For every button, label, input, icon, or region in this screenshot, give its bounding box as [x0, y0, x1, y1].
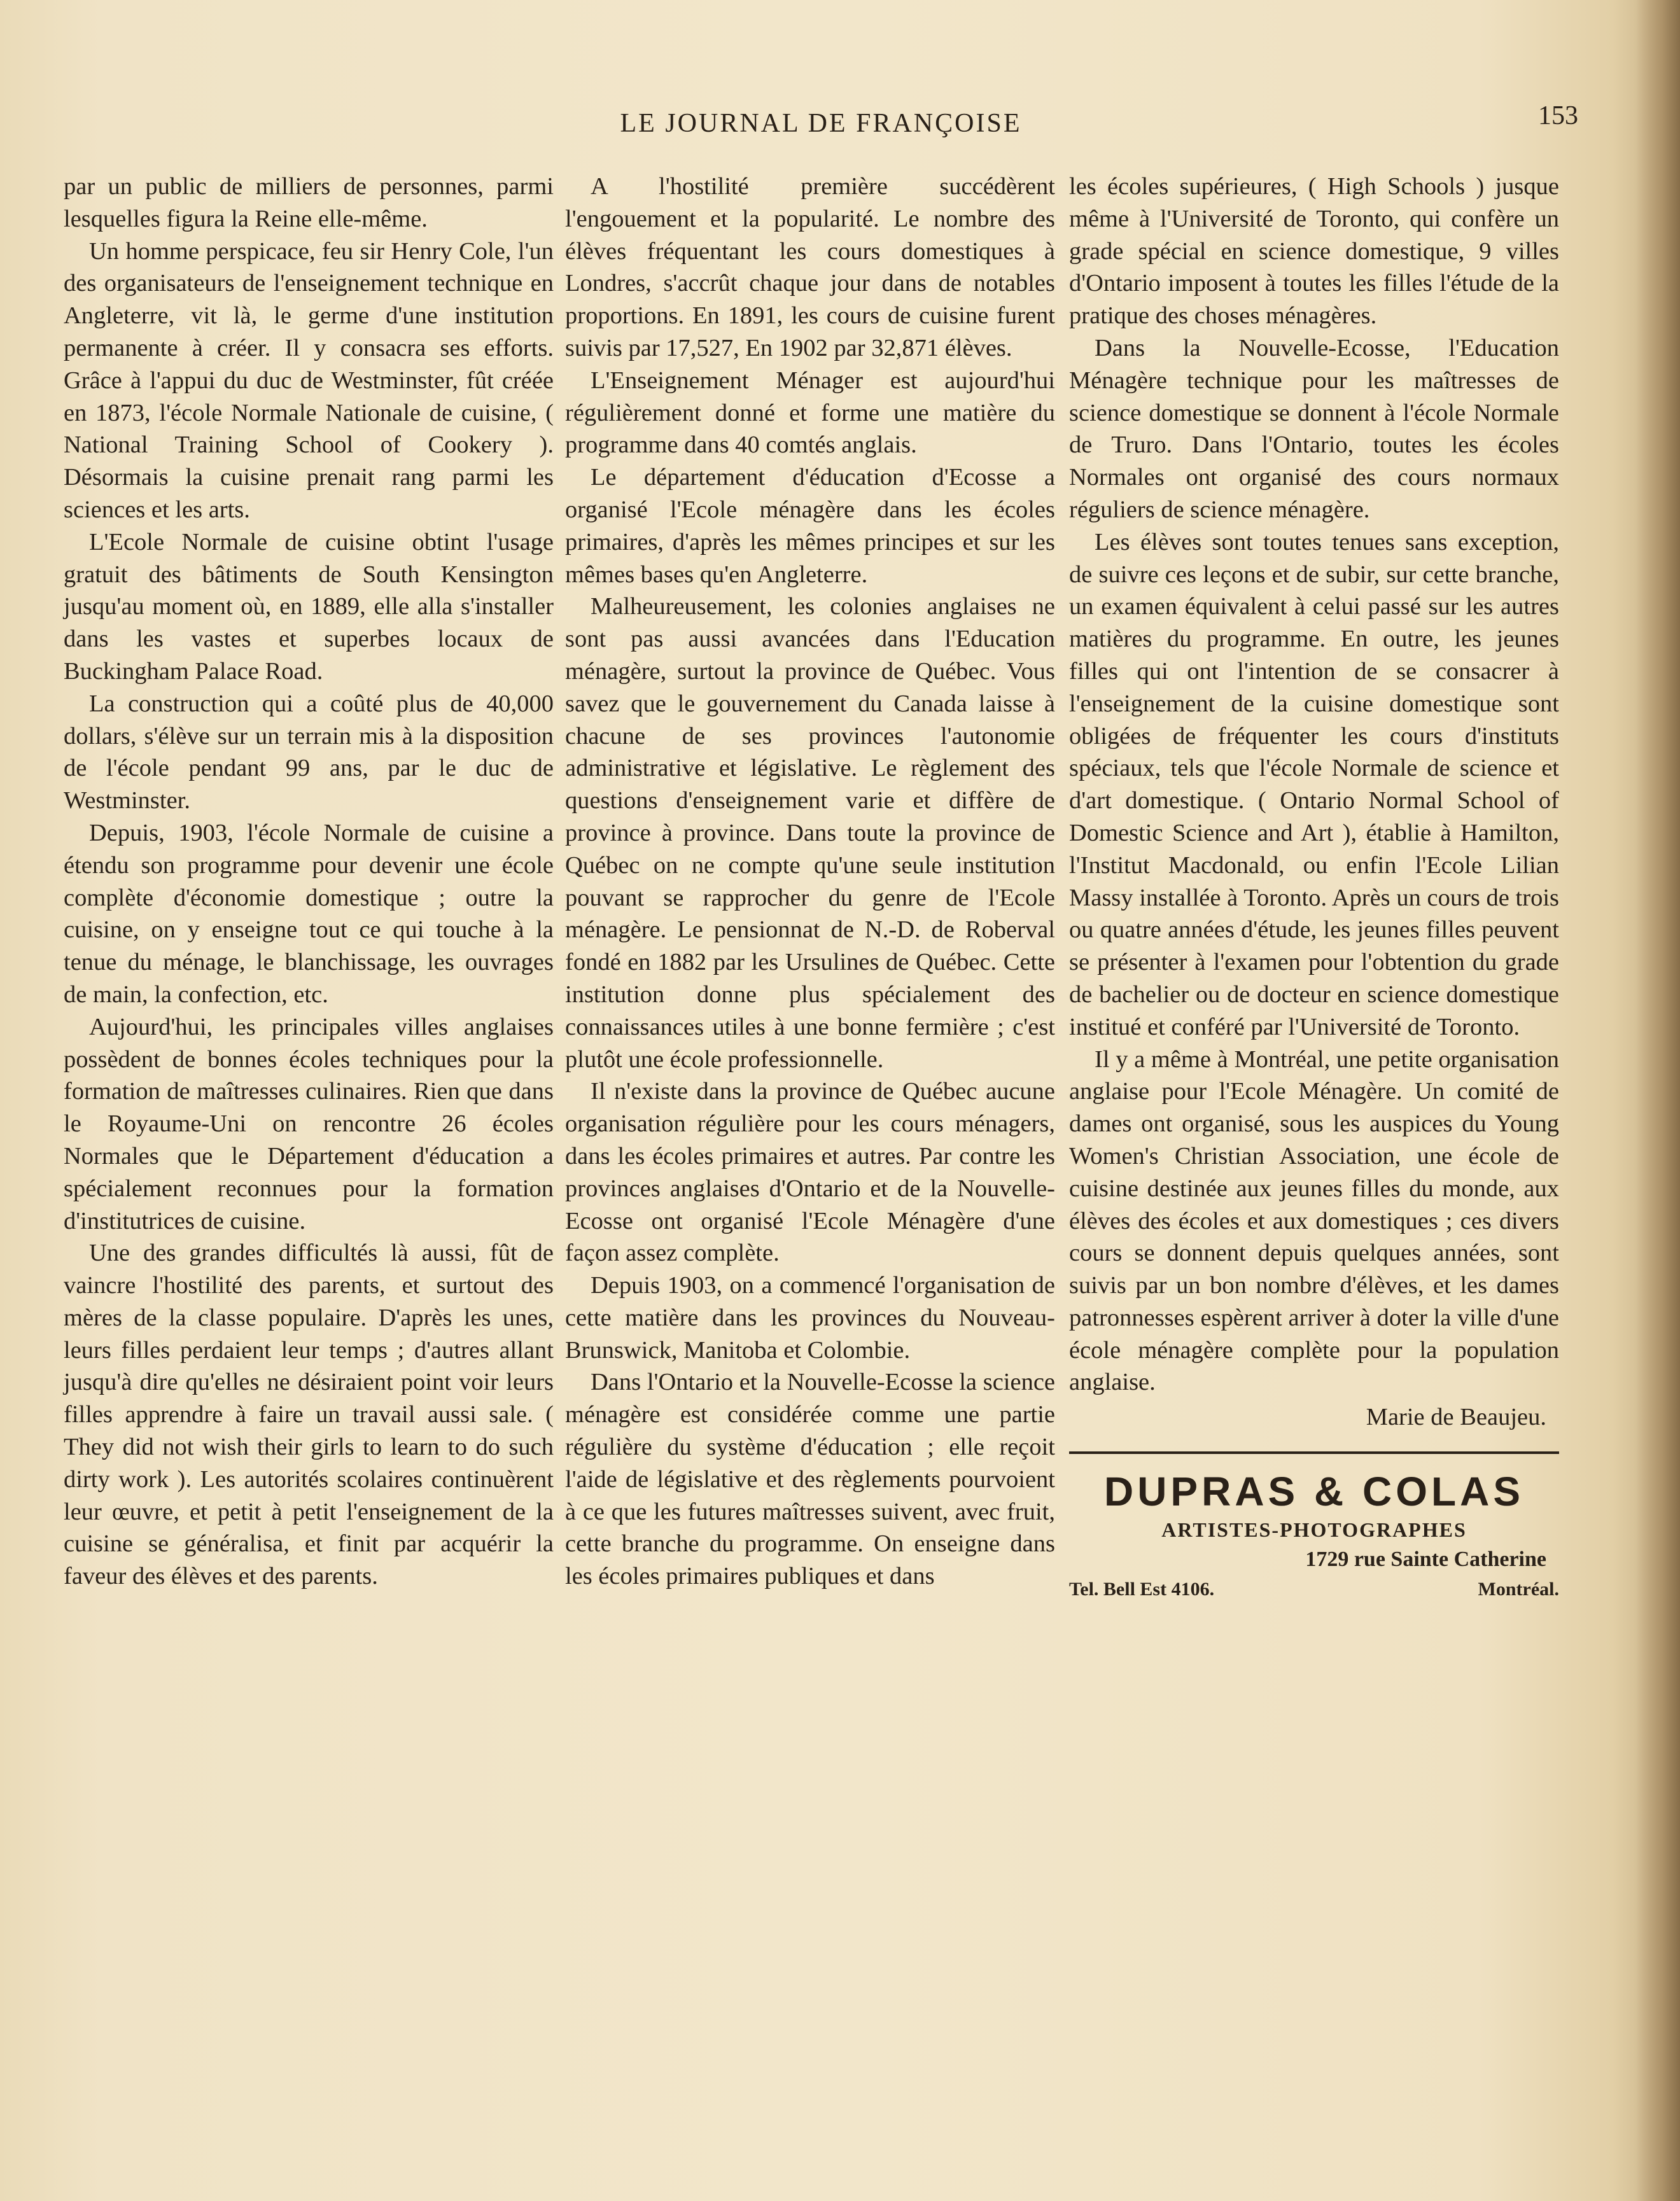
page-number: 153	[1538, 101, 1578, 130]
text-column-3	[1069, 171, 1559, 1604]
ad-phone: Tel. Bell Est 4106.	[1069, 1579, 1215, 1600]
text-column-2	[565, 171, 1055, 1593]
paragraph: L'Ecole Normale de cuisine obtint l'usage gratuit des bâtiments de South Kensington jusqu'au moment où, en 1889, elle alla s'installer dans les vastes et superbes locaux de Buckingham Palace Road.	[64, 528, 554, 685]
ad-business-name: DUPRAS & COLAS	[1103, 1469, 1525, 1515]
paragraph: Les élèves sont toutes tenues sans exception, de suivre ces leçons et de subir, sur cette branche, un examen équivalent à celui passé sur les autres matières du programme. En outre, les jeunes filles qui ont l'intention de se consacrer à l'enseignement de la cuisine domestique sont obligées de fréquenter les cours d'instituts spéciaux, tels que l'école Normale de science et d'art domestique. ( Ontario Normal School of Domestic Science and Art ), établie à Hamilton, l'Institut Macdonald, ou enfin l'Ecole Lilian Massy installée à Toronto. Après un cours de trois ou quatre années d'étude, les jeunes filles peuvent se présenter à l'examen pour l'obtention du grade de bachelier ou de docteur en science domestique institué et conféré par l'Université de Toronto.	[1069, 528, 1559, 1040]
paragraph: Dans l'Ontario et la Nouvelle-Ecosse la science ménagère est considérée comme une partie régulière du système d'éducation ; elle reçoit l'aide de législative et des règlements pourvoient à ce que les futures maîtresses suivent, avec fruit, cette branche du programme. On enseigne dans les écoles primaires publiques et dans	[565, 1369, 1055, 1590]
ad-footer	[1069, 1575, 1559, 1604]
author-signature: Marie de Beaujeu.	[1366, 1404, 1546, 1431]
paragraph: les écoles supérieures, ( High Schools ) jusque même à l'Université de Toronto, qui confère un grade spécial en science domestique, 9 villes d'Ontario imposent à toutes les filles l'étude de la pratique des choses ménagères.	[1069, 173, 1559, 330]
paragraph: Le département d'éducation d'Ecosse a organisé l'Ecole ménagère dans les écoles primaires, d'après les mêmes principes et sur les mêmes bases qu'en Angleterre.	[565, 464, 1055, 588]
divider	[1069, 1451, 1559, 1454]
paragraph: Depuis, 1903, l'école Normale de cuisine a étendu son programme pour devenir une école complète d'économie domestique ; outre la cuisine, on y enseigne tout ce qui touche à la tenue du ménage, le blanchissage, les ouvrages de main, la confection, etc.	[64, 819, 554, 1008]
paragraph: A l'hostilité première succédèrent l'engouement et la popularité. Le nombre des élèves fréquentant les cours domestiques à Londres, s'accrût chaque jour dans de notables proportions. En 1891, les cours de cuisine furent suivis par 17,527, En 1902 par 32,871 élèves.	[565, 173, 1055, 361]
page-header	[64, 95, 1578, 153]
text-column-1	[64, 171, 554, 1593]
paragraph: L'Enseignement Ménager est aujourd'hui régulièrement donné et forme une matière du programme dans 40 comtés anglais.	[565, 367, 1055, 459]
paragraph: Aujourd'hui, les principales villes anglaises possèdent de bonnes écoles techniques pour la formation de maîtresses culinaires. Rien que dans le Royaume-Uni on rencontre 26 écoles Normales que le Département d'éducation a spécialement reconnues pour la formation d'institutrices de cuisine.	[64, 1013, 554, 1234]
ad-subtitle: ARTISTES-PHOTOGRAPHES	[1161, 1518, 1467, 1542]
paragraph: Une des grandes difficultés là aussi, fût de vaincre l'hostilité des parents, et surtout des mères de la classe populaire. D'après les unes, leurs filles perdaient leur temps ; d'autres allant jusqu'à dire qu'elles ne désiraient point voir leurs filles apprendre à faire un travail aussi sale. ( They did not wish their girls to learn to do such dirty work ). Les autorités scolaires continuèrent leur œuvre, et petit à petit l'enseignement de la cuisine se généralisa, et finit par acquérir la faveur des élèves et des parents.	[64, 1240, 554, 1590]
paragraph: Il y a même à Montréal, une petite organisation anglaise pour l'Ecole Ménagère. Un comité de dames ont organisé, sous les auspices du Young Women's Christian Association, une école de cuisine destinée aux jeunes filles du monde, aux élèves des écoles et aux domestiques ; ces divers cours se donnent depuis quelques années, sont suivis par un bon nombre d'élèves, et les dames patronnesses espèrent arriver à doter la ville d'une école ménagère complète pour la population anglaise.	[1069, 1045, 1559, 1396]
paragraph: La construction qui a coûté plus de 40,000 dollars, s'élève sur un terrain mis à la disposition de l'école pendant 99 ans, par le duc de Westminster.	[64, 690, 554, 814]
ad-city: Montréal.	[1478, 1579, 1559, 1600]
book-spine-shadow	[1635, 0, 1680, 2201]
paragraph: Depuis 1903, on a commencé l'organisation de cette matière dans les provinces du Nouveau-Brunswick, Manitoba et Colombie.	[565, 1272, 1055, 1364]
running-title: LE JOURNAL DE FRANÇOISE	[620, 109, 1022, 138]
paragraph: Un homme perspicace, feu sir Henry Cole, l'un des organisateurs de l'enseignement technique en Angleterre, vit là, le germe d'une institution permanente à créer. Il y consacra ses efforts. Grâce à l'appui du duc de Westminster, fût créée en 1873, l'école Normale Nationale de cuisine, ( National Training School of Cookery ). Désormais la cuisine prenait rang parmi les sciences et les arts.	[64, 237, 554, 523]
ad-address: 1729 rue Sainte Catherine	[1305, 1548, 1546, 1572]
advertisement	[1069, 1468, 1559, 1604]
paragraph: Dans la Nouvelle-Ecosse, l'Education Ménagère technique pour les maîtresses de science domestique se donnent à l'école Normale de Truro. Dans l'Ontario, toutes les écoles Normales ont organisé des cours normaux réguliers de science ménagère.	[1069, 334, 1559, 523]
paragraph: par un public de milliers de personnes, parmi lesquelles figura la Reine elle-même.	[64, 173, 554, 232]
paragraph: Il n'existe dans la province de Québec aucune organisation régulière pour les cours ménagers, dans les écoles primaires et autres. Par contre les provinces anglaises d'Ontario et de la Nouvelle-Ecosse ont organisé l'Ecole Ménagère d'une façon assez complète.	[565, 1078, 1055, 1267]
paragraph: Malheureusement, les colonies anglaises ne sont pas aussi avancées dans l'Education ménagère, surtout la province de Québec. Vous savez que le gouvernement du Canada laisse à chacune de ses provinces l'autonomie administrative et législative. Le règlement des questions d'enseignement varie et diffère de province à province. Dans toute la province de Québec on ne compte qu'une seule institution pouvant se rapprocher du genre de l'Ecole ménagère. Le pensionnat de N.-D. de Roberval fondé en 1882 par les Ursulines de Québec. Cette institution donne plus spécialement des connaissances utiles à une bonne fermière ; c'est plutôt une école professionnelle.	[565, 593, 1055, 1073]
